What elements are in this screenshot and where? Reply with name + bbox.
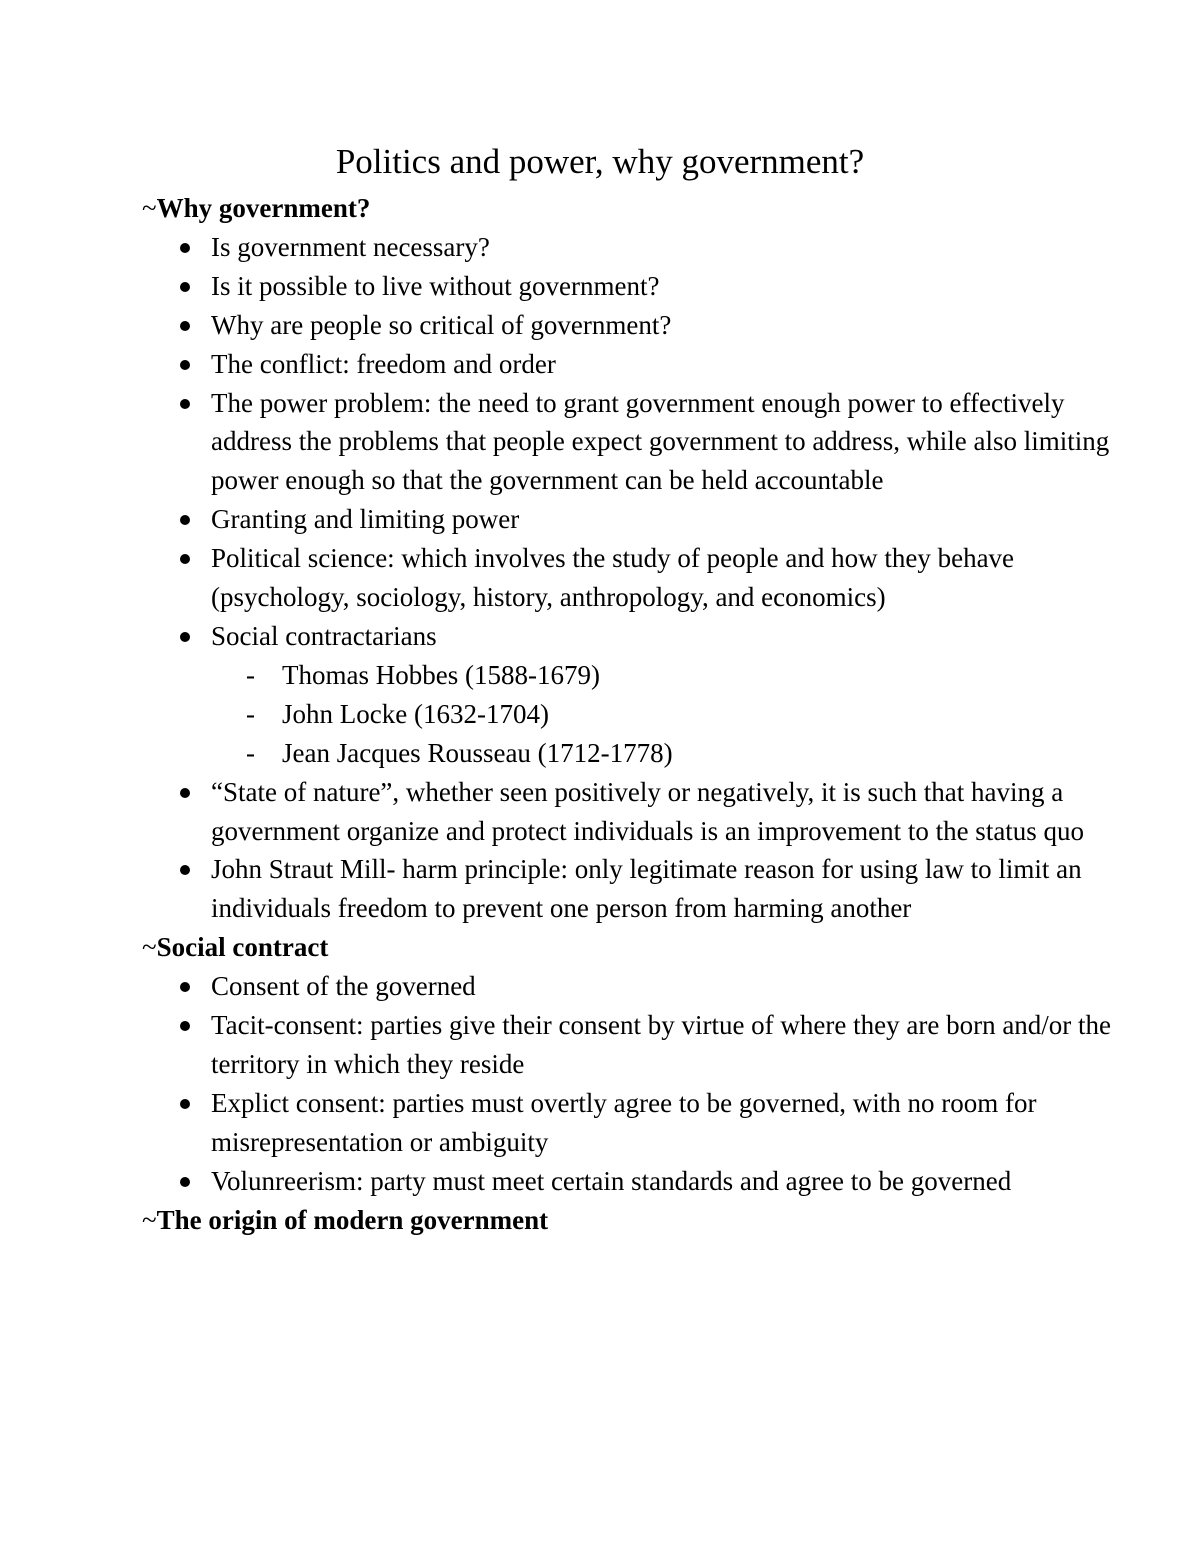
list-item: [142, 1162, 1142, 1201]
list-item-text: Why are people so critical of government?: [211, 309, 672, 340]
bullet-icon: [180, 282, 190, 292]
dash-icon: -: [246, 698, 255, 729]
section-heading-text: Social contract: [156, 932, 329, 963]
page-title: Politics and power, why government?: [335, 142, 865, 181]
document-body: [142, 189, 1142, 1239]
sub-list-item-text: Thomas Hobbes (1588-1679): [282, 659, 600, 690]
sub-list-item: [211, 656, 1142, 695]
list-item: [142, 967, 1142, 1006]
bullet-icon: [180, 632, 190, 642]
dash-icon: -: [246, 659, 255, 690]
list-item: [142, 773, 1142, 851]
list-item: [142, 267, 1142, 306]
list-item-text: Granting and limiting power: [211, 504, 520, 535]
list-item: [142, 384, 1142, 501]
bullet-icon: [180, 982, 190, 992]
section-heading-text: The origin of modern government: [156, 1204, 549, 1235]
bullet-list: [142, 228, 1142, 928]
list-item-text: “State of nature”, whether seen positively or negatively, it is such that having a government organize and protect individuals is an improvement to the status quo: [211, 776, 1085, 846]
list-item: [142, 306, 1142, 345]
bullet-icon: [180, 1177, 190, 1187]
bullet-list: [142, 967, 1142, 1200]
list-item-text: The conflict: freedom and order: [211, 348, 556, 379]
list-item: [142, 500, 1142, 539]
list-item-text: John Straut Mill- harm principle: only legitimate reason for using law to limit an individuals freedom to prevent one person from harming another: [211, 854, 1082, 924]
bullet-icon: [180, 243, 190, 253]
list-item-text: Explict consent: parties must overtly agree to be governed, with no room for misrepresentation or ambiguity: [211, 1087, 1037, 1157]
bullet-icon: [180, 1021, 190, 1031]
bullet-icon: [180, 399, 190, 409]
list-item-text: Is it possible to live without government?: [211, 270, 660, 301]
bullet-icon: [180, 1099, 190, 1109]
dash-icon: -: [246, 737, 255, 768]
list-item: [142, 1006, 1142, 1084]
bullet-icon: [180, 321, 190, 331]
sub-list-item-text: John Locke (1632-1704): [282, 698, 549, 729]
list-item-text: Social contractarians: [211, 620, 437, 651]
section-heading-prefix: ~: [142, 193, 157, 223]
list-item-text: Tacit-consent: parties give their consent by virtue of where they are born and/or the territory in which they reside: [211, 1010, 1112, 1079]
section-heading: [142, 189, 1142, 228]
bullet-icon: [180, 865, 190, 875]
list-item-text: Is government necessary?: [211, 231, 490, 262]
section-heading-text: Why government?: [156, 193, 371, 223]
sub-list-item-text: Jean Jacques Rousseau (1712-1778): [282, 737, 673, 768]
sub-list: [142, 656, 1142, 773]
list-item: [142, 345, 1142, 384]
bullet-icon: [180, 515, 190, 525]
bullet-icon: [180, 360, 190, 370]
list-item: [142, 539, 1142, 617]
bullet-icon: [180, 788, 190, 798]
list-item-text: The power problem: the need to grant government enough power to effectively address the problems that people expect government to address, while also limiting power enough so that the government can be held accountable: [211, 387, 1110, 496]
section-heading: [142, 928, 1142, 967]
section-heading-prefix: ~: [142, 932, 157, 963]
list-item-text: Volunreerism: party must meet certain standards and agree to be governed: [211, 1165, 1012, 1196]
section-heading: [142, 1201, 1142, 1240]
list-item: [142, 617, 1142, 773]
sub-list-item: [211, 695, 1142, 734]
bullet-icon: [180, 554, 190, 564]
section-heading-prefix: ~: [142, 1204, 157, 1235]
list-item: [142, 1084, 1142, 1162]
list-item: [142, 850, 1142, 928]
list-item-text: Political science: which involves the study of people and how they behave (psychology, sociology, history, anthropology, and economics): [211, 543, 1015, 613]
list-item-text: Consent of the governed: [211, 971, 476, 1002]
sub-list-item: [211, 734, 1142, 773]
list-item: [142, 228, 1142, 267]
